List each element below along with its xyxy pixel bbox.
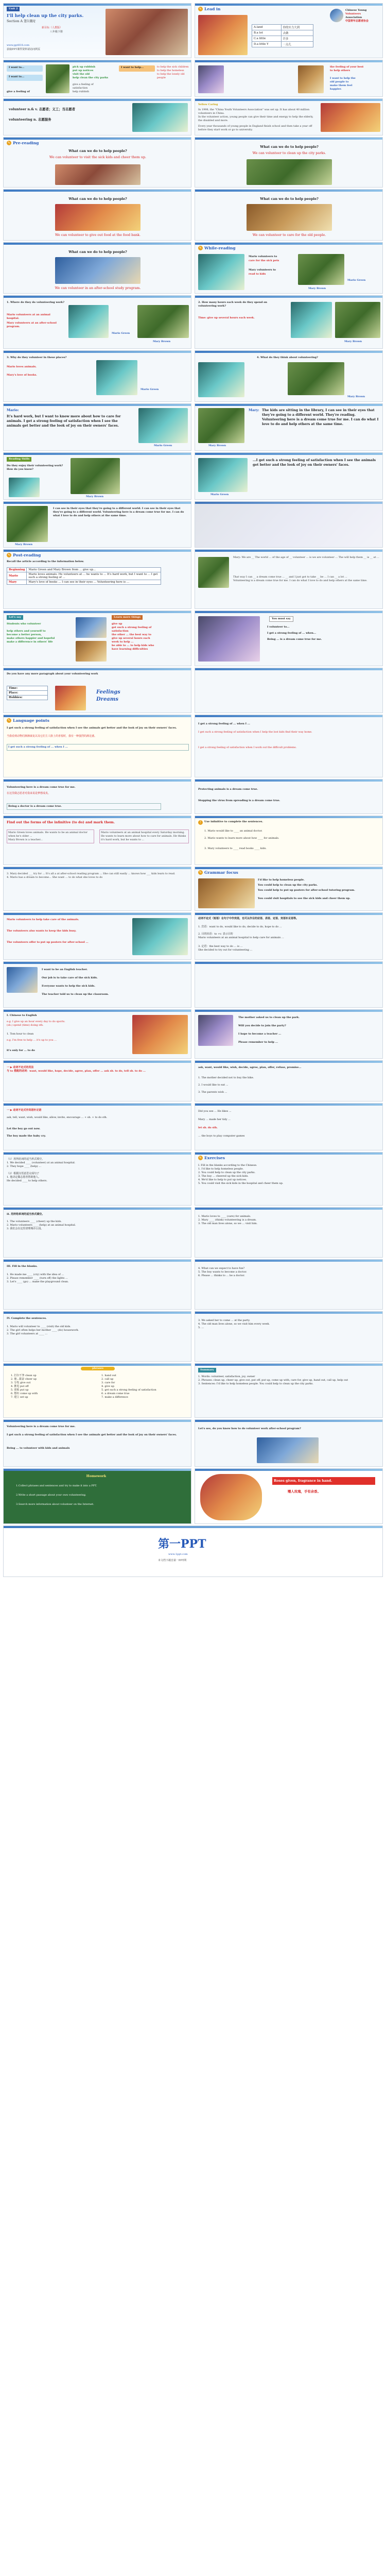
match-row: A.land 你的实力大到: [252, 25, 313, 30]
intro-paragraph-1: In 1998, the "China Youth Volunteers Association" was set up. It has about 40 million volunteers in China. In the volunteer action, young people can give their time and energy to help the elderly, the disabled and more.: [198, 108, 313, 122]
slide-21-dream: [3, 501, 191, 548]
post-reading-title: Post-reading: [13, 553, 41, 557]
title: IV. Complete the sentences.: [7, 1317, 47, 1320]
slide-36-grammar-focus: [195, 867, 383, 911]
slide-28-blank: [195, 668, 383, 713]
line-1: I want to be an English teacher.: [42, 968, 88, 971]
slide-32-dream-examples: [195, 779, 383, 814]
slide-35-sentences: [3, 867, 191, 911]
line-1: The mother asked us to clean up the park.: [238, 1016, 300, 1019]
mario-photo: [198, 254, 244, 290]
quote: It's hard work, but I want to know more about how to care for animals. I get a strong feeling of satisfaction when I see the animals get better and the look of joy on their owners' faces.: [7, 414, 121, 428]
example-zh: 当我看到动物们渐渐康复以及它们主人脸上的喜悦时，我有一种强烈的满足感。: [7, 735, 97, 738]
slide-54-more-sentences: [195, 1311, 383, 1362]
mario-line-1: Mario volunteers to: [249, 255, 277, 258]
example-2: Stopping the virus from spreading is a dream come true.: [198, 799, 280, 802]
line-3: Everyone wants to help the sick kids.: [42, 985, 95, 988]
mario-line-2: care for the sick pets: [249, 259, 279, 262]
slide-49-fill-forms: [3, 1207, 191, 1258]
mario-photo: [198, 458, 248, 492]
lead-in-photo: [198, 15, 248, 55]
exercises-icon: ✎: [199, 1156, 202, 1160]
items: 4. What can we expect to have fun? 5. The boy wants to become a doctor. 6. Please ... thinks to ... be a doctor.: [198, 1267, 247, 1277]
slide-40-blank: [195, 961, 383, 1008]
homework-tag: Homework: [86, 1474, 107, 1478]
answer-1: Mario loves animals.: [7, 365, 37, 368]
say-tag: Let's say: [7, 615, 23, 620]
info-row: Place:: [7, 691, 48, 696]
vocab-volunteering: volunteering n. 志愿服务: [9, 117, 51, 122]
slide-20-feeling: [195, 452, 383, 500]
slide-39-examples: [3, 961, 191, 1008]
slide-41-translation: [3, 1009, 191, 1059]
example-1: Let the boy go out now.: [7, 1127, 41, 1130]
summary-tag: Summary: [198, 1368, 216, 1372]
credit: Mary Brown: [347, 395, 365, 398]
credit: Mary Brown: [208, 444, 226, 447]
slide-17-mario-quote: [3, 403, 191, 451]
mid-list: give a feeling of satisfaction help rubbish: [73, 83, 94, 93]
slide-46-let-do: [195, 1103, 383, 1150]
question: 3. Why do they volunteer in these places?: [7, 356, 67, 359]
question: 1. Where do they do volunteering work?: [7, 301, 65, 304]
example-2: I get a strong feeling of satisfaction when I work out the difficult problems.: [198, 746, 297, 749]
logo-caption: 本文档下载自第一PPT网: [158, 1559, 187, 1562]
answer: We can volunteer to visit the sick kids and cheer them up.: [49, 155, 147, 159]
question: What can we do to help people?: [68, 197, 127, 201]
slide-14-question-2: [195, 295, 383, 349]
mary-photo: [71, 458, 120, 494]
slide-57-review: [3, 1419, 191, 1467]
rule: ask, tell, want, wish, would like, allow, invite, encourage ... + sb. + to do sth.: [7, 1116, 108, 1119]
food-bank-photo: [55, 204, 141, 231]
slide-56-summary: [195, 1363, 383, 1418]
slide-23-post-reading: [3, 549, 191, 609]
line-3: let sb. do sth.: [198, 1126, 218, 1129]
want-photo: [46, 64, 69, 93]
line-4: ... the boys to play computer games: [198, 1134, 245, 1138]
line-1: Mario volunteers to help take care of the animals.: [7, 918, 79, 921]
slide-7-pre-reading-1: [3, 137, 191, 188]
grammar-focus-title: Grammar focus: [204, 870, 238, 875]
match-row: C.a little 许多: [252, 36, 313, 42]
photo: [198, 1015, 233, 1046]
must-line-1: I volunteer to...: [267, 625, 290, 629]
learn-tag: Learn more things: [112, 615, 143, 620]
slide-43-usage: [3, 1060, 191, 1101]
footer-logo: [3, 1526, 383, 1577]
line-4: You could visit hospitals to see the sick kids and cheer them up.: [258, 897, 350, 900]
question: 2. How many hours each week do they spend on volunteering work?: [198, 301, 268, 308]
mary-line-1: Mary volunteers to: [249, 268, 276, 272]
while-reading-title: While-reading: [204, 246, 236, 250]
must-tag: You must say: [269, 616, 293, 622]
homework-item-3: 3.Search more information about volunteer on the Internet.: [16, 1503, 94, 1506]
while-reading-icon: ✎: [199, 246, 202, 250]
lead-in-icon: ✎: [199, 7, 202, 11]
example: e.g. I give up an hour every day to do sports. (sb.) spend (time) doing sth.: [7, 1020, 65, 1027]
line-2: Will you decide to join the party?: [238, 1024, 286, 1027]
phrases-right: 1. hand out 2. call up 3. care for 4. give up 5. get such a strong feeling of satisfaction 6. a dream come true 7. make a difference: [101, 1374, 156, 1399]
slide-8-pre-reading-2: [195, 137, 383, 188]
line-2: You could help to clean up the city parks.: [258, 884, 318, 887]
photo: [257, 1437, 319, 1463]
slide-55-phrases: [3, 1363, 191, 1418]
recall-text-1: Mary: We are __ The world ... of the age of __ volunteer ... is we are volunteer ... The will help them __ is __ at ...: [233, 556, 379, 559]
slide-19-reading-skills: [3, 452, 191, 500]
intro-paragraph-2: Every year thousands of young people in England finish school and then take a year off before they start work or go to university.: [198, 125, 312, 131]
mary-photo: [137, 305, 189, 338]
example-2: 2. I would like to eat ...: [198, 1083, 229, 1087]
line-1: Volunteering here is a dream come true for me.: [7, 1425, 76, 1428]
must-line-2: I get a strong feeling of ... when...: [267, 632, 317, 635]
answer: We can volunteer to clean up the city parks.: [252, 151, 326, 155]
text-left: Mario Green loves animals. He wants to be an animal doctor when he's older ... Mary Brown is a teacher...: [7, 829, 94, 843]
slide-51-fill-blanks: [3, 1259, 191, 1310]
mario-photo: [96, 360, 137, 395]
cover-photo: [106, 9, 188, 55]
answer-1: Mario volunteers at an animal hospital.: [7, 313, 50, 320]
example: I get such a strong feeling of satisfaction when I see the animals get better and the look of joy on their owners' faces.: [7, 726, 177, 730]
line-3: I hope to become a teacher ...: [238, 1032, 282, 1036]
slide-18-mary-quote: [195, 403, 383, 451]
info-row: Hobbies:: [7, 696, 48, 700]
homework-item-1: 1.Collect phrases and sentences and try to make it into a PPT.: [16, 1484, 97, 1487]
help-list: to help the sick children to help the homeless to help the lonely old people: [157, 65, 189, 79]
item-1: 1. Mario would like to ____ an animal doctor.: [204, 829, 262, 833]
closing-quote: Roses given, fragrance in hand.: [272, 1477, 375, 1485]
line-2: The volunteers also wants to keep the kids busy.: [7, 929, 77, 933]
slide-34-complete: [195, 816, 383, 865]
vocab-volunteer: volunteer n.& v. 志愿者；义工；当志愿者: [9, 107, 76, 111]
example-zh: 在这里做志愿者对我来说是梦想成真。: [7, 792, 51, 795]
language-points-title: Language points: [13, 718, 49, 723]
match-row: B.a lot 去做: [252, 30, 313, 36]
speaker: Mario:: [7, 408, 19, 412]
rule: 动词不定式（短语）在句子中作宾语，也可以作目的状语、表语、定语、宾语补足语等。: [198, 917, 299, 920]
must-line-3: Being ... is a dream come true for me.: [267, 638, 322, 641]
question: Do they enjoy their volunteering work? How do you know?: [7, 464, 63, 471]
example: Volunteering here is a dream come true for me.: [7, 786, 76, 789]
line-3: You could help to put up posters for after-school tutoring program.: [258, 889, 355, 892]
lesson-section: Section A 第1课时: [7, 19, 36, 23]
slide-58-question: [195, 1419, 383, 1467]
slide-15-question-3: [3, 350, 191, 402]
credit: Mary Brown: [15, 543, 33, 546]
slide-22-post-reading-blank: [195, 501, 383, 548]
answer-2: Mary volunteers at an after-school program.: [7, 321, 57, 328]
recall-row: Mario Mario loves animals. He volunteers at ... he wants to ... It's hard work, but I want to ... I get such a strong feeling of ...: [7, 572, 161, 580]
answer-2: Mary's love of books.: [7, 374, 37, 377]
title: III. Fill in the blanks.: [7, 1265, 38, 1268]
photo: [132, 918, 188, 955]
line-3: The volunteers offer to put up posters for after-school ...: [7, 941, 89, 944]
intro: Recall the article according to the information below.: [7, 560, 84, 563]
example-3: 3. The parents wish ...: [198, 1091, 227, 1094]
slide-12-while-reading: [195, 242, 383, 294]
mary-photo: [198, 557, 229, 588]
intro-photo: [321, 103, 380, 132]
want-label-1: I want to...: [9, 66, 25, 69]
slide-60-closing: [195, 1468, 383, 1524]
credit: Mario Green: [154, 444, 172, 447]
quote: ...I get such a strong feeling of satisfaction when I see the animals get better and the look of joy on their owners' faces.: [253, 458, 376, 467]
credit: Mary Brown: [344, 340, 362, 343]
question: Do you have any more paragraph about your volunteering work: [7, 672, 98, 675]
site-note: 获取PPT课件资料请访问网页: [7, 48, 41, 51]
question: 4. What do they think about volunteering?: [257, 356, 318, 359]
slide-6-intro-reading: [195, 98, 383, 135]
must-photo: [198, 616, 260, 662]
help-old-note: I want to help the old people to make them feel happier.: [330, 77, 356, 91]
slide-1-cover: [3, 3, 191, 58]
line-2: Our job is to take care of the sick kids.: [42, 976, 98, 979]
pre-reading-title: Pre-reading: [13, 141, 39, 145]
publisher: 新目标（人教版）: [42, 26, 63, 29]
slide-38-infinitive-usage: [195, 912, 383, 960]
slide-31-dream-come-true: [3, 779, 191, 814]
work-photo: [55, 686, 86, 710]
mario-photo: [9, 478, 40, 497]
item-2: 2. Mario wants to learn more about how ____ for animals.: [204, 837, 279, 840]
learn-list: give up get such a strong feeling of satisfaction the other ... the best way to give up several hours each week to help ... be able to ... to help kids who have learning difficulties: [112, 622, 154, 651]
mary-photo: [7, 506, 48, 542]
quote: I can see in their eyes that they're going to a different world. I can see in their eyes that they're going to a different world. Volunteering here is a dream come true for me. I can do what I love to do and help others at the same time.: [53, 507, 184, 517]
line-2: I get such a strong feeling of satisfaction when I see the animals get better and the look of joy on their owners' faces.: [7, 1433, 177, 1436]
question: What can we do to help people?: [260, 197, 319, 201]
lead-in-title: Lead in: [204, 7, 221, 11]
slide-44-verbs: [195, 1060, 383, 1101]
slide-4-volunteer-word: [195, 60, 383, 97]
study-program-photo: [55, 257, 141, 284]
mary-photo: [335, 302, 380, 338]
recall-row: Beginning Mario Green and Mary Brown from ... give up...: [7, 568, 161, 572]
logo-url[interactable]: www.1ppt.com: [168, 1553, 188, 1556]
item-3: 3. Mary volunteers to ____ read books ____ kids.: [204, 847, 267, 850]
example-1: 1. The mother decided not to buy the bike.: [198, 1076, 254, 1079]
mario-photo: [198, 362, 244, 397]
language-points-icon: ✎: [7, 719, 11, 722]
mary-line-2: read to kids: [249, 273, 266, 276]
slide-5-vocab: [3, 98, 191, 135]
recall-row: Mary Mary's love of books ... I can see in their eyes ... Volunteering here is ...: [7, 580, 161, 585]
usage: 一 ▶ 动词不定式的用法 与 to 搭配的动词：want, would like, hope, decide, agree, plan, offer ... ask sb. to do, tell sb. to do ...: [7, 1066, 146, 1073]
items: 3. We asked her to come ... at the party. 4. The old man lives alone, so we visit him every week. 5. ...: [198, 1319, 270, 1329]
old-people-photo: [247, 204, 332, 231]
say-photo-1: [76, 617, 107, 638]
slide-25-lets-say: [3, 611, 191, 666]
info-table: [7, 686, 48, 700]
title: I. Chinese to English: [7, 1014, 37, 1017]
slide-53-complete-sentences: [3, 1311, 191, 1362]
exercise-text: I. Fill in the blanks according to the Chinese. 1. I'd like to help homeless people. 2. You could help to clean up the city parks. 3. The boy ... cheered up the sick kids. 4. We'd like to help to put up notices. 5. You could visit the sick kids in the hospital and cheer them up.: [198, 1164, 284, 1185]
slide-42-sentences: [195, 1009, 383, 1059]
example-1: Protecting animals is a dream come true.: [198, 788, 258, 791]
instruction: Use infinitive to complete the sentences.: [204, 820, 264, 823]
pattern: I get a strong feeling of ... when I ...: [198, 722, 250, 725]
slide-48-exercises: [195, 1152, 383, 1206]
mary-name: Mary Brown: [308, 287, 326, 290]
quote: The kids are sitting in the library, I can see in their eyes that they're going to a different world. They're reading. Volunteering here is a dream come true for me. I can do what I love to do and help others at the same time.: [262, 408, 379, 426]
task: Find out the forms of the infinitive (to do) and mark them.: [7, 820, 115, 824]
park-photo: [247, 159, 332, 185]
pick-list: pick up rubbish put up notices visit the old help clean the city parks: [73, 65, 109, 79]
practice: （1）用所给词的适当形式填空。 1. We decided ____ (volunteer) at an animal hospital. 2. They hope ____ (help) ... （2）根据汉语意思完成句子 1. 他决定做志愿者帮助他人。 He decided ____ to help others.: [7, 1158, 76, 1182]
items: 1. The volunteers ____ (cheer) up the kids. 2. Mario volunteers ____ (help) at an animal hospital. 3. 我们会在这里清理城市公园。: [7, 1220, 76, 1230]
help-label: I want to help...: [121, 66, 144, 69]
mary-photo: [288, 362, 344, 395]
answer: Time: give up several hours each week.: [198, 316, 255, 319]
say-photo-2: [76, 641, 107, 662]
item-3: it's only for ... to do: [7, 1049, 35, 1052]
decor-photo: [195, 502, 383, 548]
closing-zh: 赠人玫瑰，手有余香。: [288, 1489, 321, 1494]
text: 3. Mary decided ___ try for ... It's all a at after-school reading program ... She can still easily ... knows how ___ kids learn to read. 4. Mario has a dream to become... She want ... to do what she loves to do: [7, 872, 176, 879]
usage-1: 1. 宾语：want to do, would like to do, decide to do, hope to do ...: [198, 925, 282, 928]
exercises-title: Exercises: [204, 1156, 225, 1160]
example-2: The boy made the baby cry.: [7, 1134, 46, 1138]
line-2: Mary ... made her tidy ...: [198, 1118, 231, 1121]
recall-text-2: That way I can __ a dream come true ... __ and I just got to take __ be ... I can __ a lot ... Volunteering is a dream come true for me. I can do what I love to do and help others at the same time.: [233, 575, 367, 582]
slide-10-pre-reading-4: [195, 189, 383, 241]
verb-list: ask, want, would like, wish, decide, agree, plan, offer, refuse, promise...: [198, 1066, 302, 1069]
phrases-left: 1. 打扫干净 clean up 2. 使...振奋 cheer up 3. 分发 give out 4. 推迟 put off 5. 张贴 put up 6. 想出 come up with 7. 建立 set up: [11, 1374, 38, 1399]
mario-credit: Mario Green: [112, 332, 130, 335]
slide-45-object-complement: [3, 1103, 191, 1150]
volunteer-photo-2: [298, 65, 324, 93]
answer: We can volunteer in an after-school study program.: [55, 286, 141, 290]
usage-2: 2. 目的状语：to +v. 表示目的 Mario volunteers at an animal hospital to help care for animals ...: [198, 933, 284, 939]
pre-reading-icon: ✎: [7, 141, 11, 145]
feeling-label: give a feeling of: [7, 90, 30, 93]
items: 1. Mario will volunteer to ____ (visit) the old kids. 2. The girl often helps her mother ____ (do) housework. 3. The girl volunteers at ____ ...: [7, 1325, 79, 1335]
speaker: Mary:: [249, 408, 259, 412]
heading: 一 ▶ 动词不定式作宾语补足语: [7, 1109, 42, 1112]
line-1: I'd like to help homeless people.: [258, 878, 305, 882]
rose-photo: [200, 1474, 262, 1520]
slide-2-lead-in: [195, 3, 383, 58]
usage-3: 3. 定语：the best way to do ... is ... She decided to try out for volunteering ...: [198, 945, 253, 952]
item-2: e.g. I'm free to help ... it's up to you ...: [7, 1039, 57, 1042]
recall-table: [7, 567, 161, 585]
cyv-logo: [330, 9, 343, 22]
mary-credit: Mary Brown: [153, 340, 171, 343]
lesson-title: I'll help clean up the city parks.: [7, 13, 84, 18]
grammar-photo: [198, 878, 255, 908]
want-label-2: I want to...: [9, 75, 25, 78]
tr-note: the feeling of your best to help others: [330, 65, 364, 72]
answer: We can volunteer to care for the old people.: [252, 233, 326, 237]
credit: Mario Green: [141, 388, 159, 391]
mario-photo: [138, 408, 188, 443]
say-list: Students who volunteer help others and yourself to become a better person, make others happier and hopeful make a difference in others' life: [7, 622, 55, 643]
question: What can we do to help people?: [68, 250, 127, 254]
slide-30-feeling-examples: [195, 715, 383, 777]
credit: Mary Brown: [86, 495, 104, 498]
line-4: Please remember to help ...: [238, 1041, 278, 1044]
items: 1. Mario loves to ____ (care) for animals. 2. Mary ____ (think) volunteering is a dream. 3. The old man lives alone, so we ... visit him.: [198, 1215, 258, 1225]
phrases-tag: phrases: [81, 1367, 115, 1370]
cyv-name: Chinese Young Volunteers Association 中国青年志愿者协会: [345, 9, 369, 23]
question: What can we do to help people?: [260, 145, 319, 149]
grade: 八年级下册: [50, 30, 63, 33]
items: 1. He made me ____ (cry) with the idea of ... 2. Please remember ____ (turn off) the lights ... 3. Let's ____ (go) ... make the playground clean.: [7, 1273, 69, 1283]
slide-59-homework: [3, 1468, 191, 1524]
logo: 第一PPT: [158, 1537, 206, 1551]
mario-photo: [68, 305, 109, 338]
match-row: D.a little Y 一点儿: [252, 42, 313, 47]
answer: We can volunteer to give out food at the food bank.: [55, 233, 141, 237]
site-url[interactable]: www.ppt818.com: [7, 44, 29, 47]
line-4: The teacher told us to clean up the classroom.: [42, 993, 109, 996]
slide-16-question-4: [195, 350, 383, 402]
slide-3-i-want: [3, 60, 191, 97]
feelings-dreams: Feelings Dreams: [96, 689, 120, 702]
item-1: 1. Tom hour to clean: [7, 1032, 34, 1036]
volunteer-photo-1: [198, 65, 224, 93]
mario-photo: [291, 302, 332, 338]
summary-text: 1. Words: volunteer, satisfaction, joy, owner 2. Phrases: clean up, cheer up, give out, put off, put up, come up with, care for, give up, hand out, call up, help out 3. Sentences: I'd like to help homeless people. You could help to clean up the city parks.: [198, 1375, 348, 1385]
example-2: Being a doctor is a dream come true.: [7, 803, 161, 810]
slide-24-mary-recall: [195, 549, 383, 609]
slide-13-question-1: [3, 295, 191, 349]
slide-47-practice: [3, 1152, 191, 1206]
info-row: Time:: [7, 686, 48, 691]
mario-name: Mario Green: [347, 279, 366, 282]
pattern: I get such a strong feeling of ... when I ...: [7, 744, 189, 751]
question: Let's see, do you know how to do volunteer work after-school program?: [198, 1427, 301, 1430]
sick-kids-photo: [55, 164, 141, 185]
intro-title: Yellow Caring: [198, 103, 218, 106]
slide-52-more: [195, 1259, 383, 1310]
slide-37-mario-volunteers: [3, 912, 191, 960]
line-1: Did you see ... He likes ...: [198, 1110, 232, 1113]
photo: [7, 967, 38, 993]
photo: [132, 1015, 188, 1054]
example-1: I get such a strong feeling of satisfaction when I help the lost kids find their way home.: [198, 731, 312, 734]
task-icon: !: [198, 820, 203, 825]
slide-29-language-points: [3, 715, 191, 777]
grammar-focus-icon: ✎: [199, 871, 202, 874]
vocab-photo: [132, 103, 188, 132]
text-right: Mario volunteers at an animal hospital every Saturday morning. He wants to learn more about how to care for animals. He thinks it's hard work, but he wants to ...: [99, 829, 189, 843]
slide-26-you-must-say: [195, 611, 383, 666]
skill-tag: Reading Skills: [7, 457, 31, 462]
slide-9-pre-reading-3: [3, 189, 191, 241]
slide-50-fill-more: [195, 1207, 383, 1258]
mary-photo: [198, 408, 244, 443]
homework-item-2: 2.Write a short passage about your own volunteering.: [16, 1494, 86, 1497]
question: What can we do to help people?: [68, 149, 127, 153]
line-3: Being ... to volunteer with kids and animals: [7, 1447, 70, 1450]
mary-photo: [298, 254, 344, 285]
slide-11-pre-reading-5: [3, 242, 191, 294]
slide-33-infinitive: [3, 816, 191, 865]
credit: Mario Green: [210, 493, 229, 496]
slide-27-your-work: [3, 668, 191, 713]
unit-badge: Unit 2: [7, 7, 20, 11]
title: II. 用所给单词的适当形式填空。: [7, 1213, 45, 1216]
match-table: [252, 24, 313, 47]
post-reading-icon: ✎: [7, 553, 11, 557]
